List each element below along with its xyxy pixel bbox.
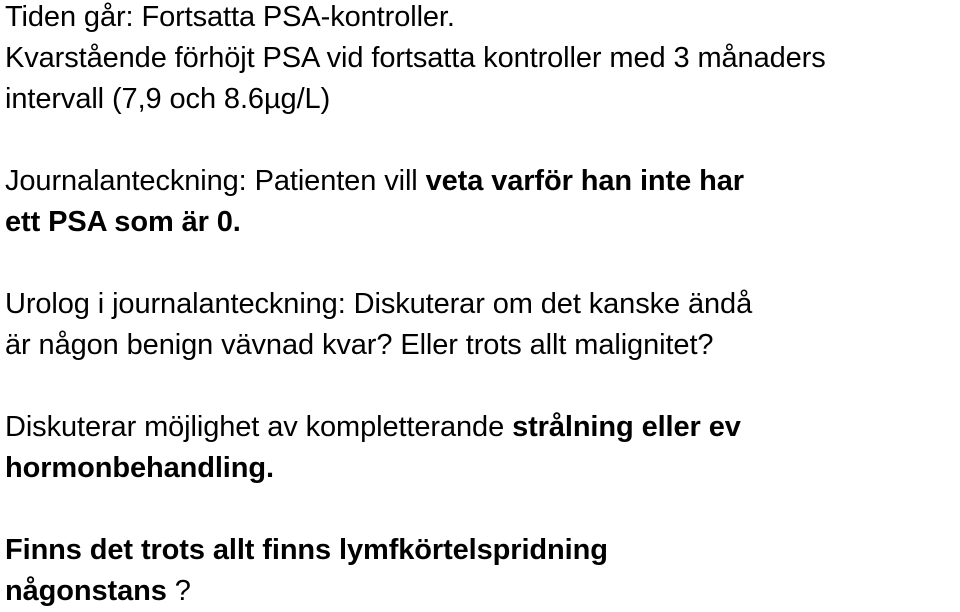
text-line: Finns det trots allt finns lymfkörtelspridning [5, 534, 608, 566]
paragraph-gap [5, 489, 955, 530]
text-normal: Diskuterar möjlighet av kompletterande [5, 411, 513, 443]
paragraph-psa-controls [5, 0, 955, 120]
paragraph-journal-note [5, 161, 955, 243]
text-line: är någon benign vävnad kvar? Eller trots allt malignitet? [5, 329, 714, 361]
paragraph-question [5, 530, 955, 612]
paragraph-gap [5, 120, 955, 161]
text-line [5, 571, 955, 612]
text-line: Tiden går: Fortsatta PSA-kontroller. [5, 1, 455, 33]
paragraph-gap [5, 366, 955, 407]
paragraph-treatment-options [5, 407, 955, 489]
text-bold: någonstans [5, 575, 167, 607]
text-normal: Journalanteckning: Patienten vill [5, 165, 426, 197]
text-line [5, 161, 955, 202]
text-line: hormonbehandling. [5, 452, 274, 484]
text-line: intervall (7,9 och 8.6µg/L) [5, 83, 331, 115]
text-bold: strålning eller ev [512, 411, 741, 443]
text-line: ett PSA som är 0. [5, 206, 241, 238]
text-normal: ? [166, 575, 191, 607]
document-page [5, 0, 955, 612]
text-line: Kvarstående förhöjt PSA vid fortsatta kontroller med 3 månaders [5, 42, 826, 74]
text-line [5, 407, 955, 448]
text-bold: veta varför han inte har [425, 165, 744, 197]
paragraph-urologist-note [5, 284, 955, 366]
text-line: Urolog i journalanteckning: Diskuterar om det kanske ändå [5, 288, 753, 320]
paragraph-gap [5, 243, 955, 284]
